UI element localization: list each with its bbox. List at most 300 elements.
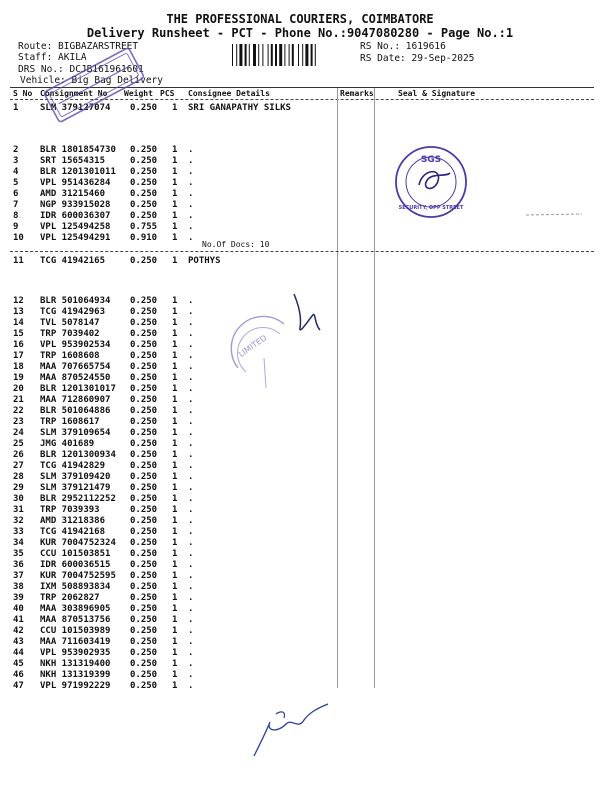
table-row (0, 670, 600, 681)
row-consignee: . (188, 494, 194, 504)
row-sno: 32 (13, 516, 24, 526)
row-consignment-no: BLR 1201301017 (40, 384, 116, 394)
table-row (0, 560, 600, 571)
row-weight: 0.250 (130, 472, 158, 482)
table-row (0, 211, 600, 222)
row-consignee: . (188, 505, 194, 515)
row-pcs: 1 (172, 178, 178, 188)
row-pcs: 1 (172, 296, 178, 306)
row-weight: 0.250 (130, 103, 158, 113)
row-sno: 40 (13, 604, 24, 614)
faint-mark (526, 211, 582, 219)
row-sno: 14 (13, 318, 24, 328)
row-sno: 23 (13, 417, 24, 427)
row-consignment-no: JMG 401689 (40, 439, 95, 449)
row-consignment-no: BLR 1201301011 (40, 167, 116, 177)
row-pcs: 1 (172, 593, 178, 603)
row-sno: 39 (13, 593, 24, 603)
row-pcs: 1 (172, 472, 178, 482)
col-signature: Seal & Signature (398, 89, 476, 98)
table-row (0, 395, 600, 406)
row-weight: 0.910 (130, 233, 158, 243)
rs-date: RS Date: 29-Sep-2025 (360, 53, 475, 64)
row-consignee: . (188, 318, 194, 328)
row-consignment-no: TRP 7039393 (40, 505, 100, 515)
table-row (0, 222, 600, 233)
row-sno: 46 (13, 670, 24, 680)
table-row (0, 472, 600, 483)
row-sno: 19 (13, 373, 24, 383)
row-weight: 0.250 (130, 560, 158, 570)
row-pcs: 1 (172, 560, 178, 570)
table-row (0, 156, 600, 167)
row-pcs: 1 (172, 582, 178, 592)
rs-number: RS No.: 1619616 (360, 41, 446, 52)
row-consignee: . (188, 395, 194, 405)
row-consignee: . (188, 189, 194, 199)
row-sno: 38 (13, 582, 24, 592)
row-weight: 0.250 (130, 582, 158, 592)
table-row (0, 615, 600, 626)
row-consignment-no: BLR 1801854730 (40, 145, 116, 155)
col-sno: S No (13, 89, 33, 98)
row-pcs: 1 (172, 516, 178, 526)
row-sno: 20 (13, 384, 24, 394)
row-sno: 44 (13, 648, 24, 658)
row-consignee: . (188, 461, 194, 471)
barcode-bar (284, 44, 285, 66)
row-consignment-no: MAA 711603419 (40, 637, 111, 647)
barcode-bar (271, 44, 273, 66)
row-pcs: 1 (172, 103, 178, 113)
vehicle-label: Vehicle: Big Bag Delivery (20, 75, 163, 86)
row-consignment-no: MAA 712860907 (40, 395, 111, 405)
row-sno: 2 (13, 145, 19, 155)
row-consignment-no: MAA 303896905 (40, 604, 111, 614)
barcode-bar (302, 44, 303, 66)
row-weight: 0.250 (130, 494, 158, 504)
row-sno: 45 (13, 659, 24, 669)
row-sno: 21 (13, 395, 24, 405)
row-consignment-no: TCG 41942963 (40, 307, 106, 317)
row-sno: 33 (13, 527, 24, 537)
table-row (0, 549, 600, 560)
row-pcs: 1 (172, 318, 178, 328)
row-sno: 27 (13, 461, 24, 471)
barcode-bar (268, 44, 269, 66)
row-sno: 13 (13, 307, 24, 317)
row-consignee: . (188, 593, 194, 603)
drs-number: DRS No.: DCJB161961601 (18, 64, 144, 75)
barcode-bar (232, 44, 233, 66)
row-consignment-no: TVL 5078147 (40, 318, 100, 328)
row-consignee: . (188, 516, 194, 526)
row-consignment-no: VPL 971992229 (40, 681, 111, 691)
row-weight: 0.250 (130, 211, 158, 221)
row-consignment-no: BLR 2952112252 (40, 494, 116, 504)
table-row (0, 483, 600, 494)
col-consignee: Consignee Details (188, 89, 270, 98)
table-row (0, 439, 600, 450)
table-row (0, 406, 600, 417)
row-consignee: . (188, 200, 194, 210)
barcode-bar (289, 44, 290, 66)
row-pcs: 1 (172, 167, 178, 177)
row-consignee: . (188, 145, 194, 155)
row-consignee: POTHYS (188, 256, 221, 266)
row-sno: 3 (13, 156, 19, 166)
barcode-bar (305, 44, 308, 66)
row-pcs: 1 (172, 417, 178, 427)
row-pcs: 1 (172, 549, 178, 559)
row-consignee: . (188, 428, 194, 438)
row-consignee: . (188, 178, 194, 188)
row-pcs: 1 (172, 670, 178, 680)
row-consignment-no: SLM 379127074 (40, 103, 111, 113)
row-pcs: 1 (172, 351, 178, 361)
row-sno: 30 (13, 494, 24, 504)
row-consignee: . (188, 373, 194, 383)
row-pcs: 1 (172, 189, 178, 199)
row-weight: 0.755 (130, 222, 158, 232)
row-weight: 0.250 (130, 256, 158, 266)
row-sno: 12 (13, 296, 24, 306)
row-sno: 36 (13, 560, 24, 570)
table-row (0, 145, 600, 156)
row-pcs: 1 (172, 538, 178, 548)
row-consignee: . (188, 538, 194, 548)
row-pcs: 1 (172, 450, 178, 460)
seal-top-text: SGS (420, 155, 442, 165)
row-consignment-no: VPL 953902935 (40, 648, 111, 658)
row-consignment-no: TCG 41942165 (40, 256, 106, 266)
row-sno: 34 (13, 538, 24, 548)
row-sno: 11 (13, 256, 24, 266)
row-consignee: . (188, 167, 194, 177)
barcode-bar (292, 44, 294, 66)
table-row (0, 626, 600, 637)
row-sno: 35 (13, 549, 24, 559)
row-pcs: 1 (172, 604, 178, 614)
col-pcs: PCS (160, 89, 175, 98)
row-weight: 0.250 (130, 637, 158, 647)
barcode-bar (249, 44, 250, 66)
row-consignment-no: MAA 870513756 (40, 615, 111, 625)
barcode-bar (236, 44, 237, 66)
row-pcs: 1 (172, 626, 178, 636)
row-consignee: . (188, 406, 194, 416)
table-row (0, 527, 600, 538)
col-weight: Weight (124, 89, 153, 98)
row-weight: 0.250 (130, 439, 158, 449)
row-sno: 26 (13, 450, 24, 460)
table-row (0, 494, 600, 505)
row-consignee: . (188, 384, 194, 394)
row-consignee: . (188, 417, 194, 427)
row-pcs: 1 (172, 384, 178, 394)
row-consignee: . (188, 571, 194, 581)
row-weight: 0.250 (130, 189, 158, 199)
row-pcs: 1 (172, 340, 178, 350)
company-seal (392, 143, 470, 221)
row-consignee: . (188, 340, 194, 350)
row-sno: 31 (13, 505, 24, 515)
table-row (0, 681, 600, 692)
row-consignee: . (188, 450, 194, 460)
row-consignment-no: TRP 7039402 (40, 329, 100, 339)
row-consignee: . (188, 681, 194, 691)
row-consignment-no: NKH 131319400 (40, 659, 111, 669)
row-pcs: 1 (172, 461, 178, 471)
row-consignment-no: BLR 501064934 (40, 296, 111, 306)
row-weight: 0.250 (130, 296, 158, 306)
row-weight: 0.250 (130, 505, 158, 515)
runsheet-subtitle: Delivery Runsheet - PCT - Phone No.:9047080280 - Page No.:1 (86, 26, 514, 40)
row-weight: 0.250 (130, 670, 158, 680)
row-consignment-no: CCU 101503851 (40, 549, 111, 559)
row-weight: 0.250 (130, 395, 158, 405)
table-row (0, 571, 600, 582)
row-weight: 0.250 (130, 318, 158, 328)
row-consignee: . (188, 222, 194, 232)
row-consignment-no: TRP 2062827 (40, 593, 100, 603)
barcode-bar (311, 44, 313, 66)
row-weight: 0.250 (130, 593, 158, 603)
row-sno: 6 (13, 189, 19, 199)
row-weight: 0.250 (130, 417, 158, 427)
table-row (0, 233, 600, 244)
table-row (0, 200, 600, 211)
row-weight: 0.250 (130, 681, 158, 691)
row-consignment-no: TCG 41942829 (40, 461, 106, 471)
row-consignment-no: KUR 7004752595 (40, 571, 116, 581)
row-weight: 0.250 (130, 549, 158, 559)
table-row (0, 637, 600, 648)
row-consignment-no: NKH 131319399 (40, 670, 111, 680)
row-sno: 22 (13, 406, 24, 416)
row-consignee: . (188, 549, 194, 559)
row-consignee: . (188, 156, 194, 166)
row-pcs: 1 (172, 659, 178, 669)
row-weight: 0.250 (130, 461, 158, 471)
row-weight: 0.250 (130, 307, 158, 317)
table-row (0, 450, 600, 461)
row-weight: 0.250 (130, 156, 158, 166)
barcode-bar (245, 44, 247, 66)
row-sno: 18 (13, 362, 24, 372)
row-consignee: . (188, 211, 194, 221)
row-pcs: 1 (172, 439, 178, 449)
bottom-signature (246, 700, 342, 760)
row-consignment-no: MAA 870524550 (40, 373, 111, 383)
row-pcs: 1 (172, 505, 178, 515)
row-consignment-no: SRT 15654315 (40, 156, 106, 166)
row-consignee: . (188, 648, 194, 658)
row-consignee: . (188, 626, 194, 636)
row-consignee: . (188, 604, 194, 614)
row-pcs: 1 (172, 200, 178, 210)
row-consignee: . (188, 483, 194, 493)
row-weight: 0.250 (130, 351, 158, 361)
row-sno: 42 (13, 626, 24, 636)
table-row (0, 178, 600, 189)
row-pcs: 1 (172, 483, 178, 493)
row-sno: 41 (13, 615, 24, 625)
table-row (0, 582, 600, 593)
group-divider (10, 251, 594, 252)
table-row (0, 604, 600, 615)
barcode-bar (239, 44, 242, 66)
barcode-bar (262, 44, 263, 66)
row-consignee: . (188, 637, 194, 647)
row-consignment-no: SLM 379121479 (40, 483, 111, 493)
table-row (0, 538, 600, 549)
table-row (0, 189, 600, 200)
row-sno: 25 (13, 439, 24, 449)
row-sno: 24 (13, 428, 24, 438)
row-consignee: SRI GANAPATHY SILKS (188, 103, 291, 113)
row-weight: 0.250 (130, 538, 158, 548)
limited-stamp-text: LIMITED (236, 333, 269, 360)
barcode (232, 44, 356, 66)
row-pcs: 1 (172, 222, 178, 232)
seal-bottom-text: SECURITY, OPP STREET (398, 205, 464, 211)
row-consignment-no: VPL 951436284 (40, 178, 111, 188)
table-row (0, 256, 600, 267)
barcode-bar (258, 44, 259, 66)
row-consignee: . (188, 233, 194, 243)
row-consignment-no: SLM 379109654 (40, 428, 111, 438)
row-consignment-no: IDR 600036307 (40, 211, 111, 221)
row-pcs: 1 (172, 527, 178, 537)
row-weight: 0.250 (130, 527, 158, 537)
row-weight: 0.250 (130, 483, 158, 493)
row-consignment-no: BLR 501064886 (40, 406, 111, 416)
table-row (0, 167, 600, 178)
staff-label: Staff: AKILA (18, 52, 87, 63)
barcode-bar (298, 44, 299, 66)
row-sno: 8 (13, 211, 19, 221)
row-sno: 29 (13, 483, 24, 493)
row-consignment-no: KUR 7004752324 (40, 538, 116, 548)
row-consignee: . (188, 527, 194, 537)
row-sno: 1 (13, 103, 19, 113)
row-weight: 0.250 (130, 167, 158, 177)
row-pcs: 1 (172, 307, 178, 317)
row-pcs: 1 (172, 428, 178, 438)
row-pcs: 1 (172, 211, 178, 221)
row-consignee: . (188, 659, 194, 669)
company-title: THE PROFESSIONAL COURIERS, COIMBATORE (166, 12, 434, 26)
row-consignee: . (188, 472, 194, 482)
row-weight: 0.250 (130, 145, 158, 155)
row-pcs: 1 (172, 362, 178, 372)
row-consignee: . (188, 670, 194, 680)
row-weight: 0.250 (130, 615, 158, 625)
table-row (0, 417, 600, 428)
row-sno: 7 (13, 200, 19, 210)
received-stamp (24, 30, 164, 140)
row-consignee: . (188, 439, 194, 449)
row-weight: 0.250 (130, 373, 158, 383)
row-sno: 17 (13, 351, 24, 361)
row-consignment-no: MAA 707665754 (40, 362, 111, 372)
row-pcs: 1 (172, 681, 178, 691)
row-weight: 0.250 (130, 178, 158, 188)
row-consignee: . (188, 329, 194, 339)
row-pcs: 1 (172, 637, 178, 647)
barcode-bar (315, 44, 316, 66)
row-consignment-no: TCG 41942168 (40, 527, 106, 537)
row-weight: 0.250 (130, 516, 158, 526)
row-sno: 16 (13, 340, 24, 350)
row-consignment-no: CCU 101503989 (40, 626, 111, 636)
row-weight: 0.250 (130, 406, 158, 416)
row-sno: 37 (13, 571, 24, 581)
row-pcs: 1 (172, 145, 178, 155)
row-pcs: 1 (172, 406, 178, 416)
row-weight: 0.250 (130, 648, 158, 658)
row-consignee: . (188, 362, 194, 372)
row-consignee: . (188, 307, 194, 317)
row-weight: 0.250 (130, 659, 158, 669)
row-pcs: 1 (172, 494, 178, 504)
row-weight: 0.250 (130, 384, 158, 394)
row-consignee: . (188, 351, 194, 361)
row-consignee: . (188, 560, 194, 570)
table-row (0, 648, 600, 659)
row-weight: 0.250 (130, 450, 158, 460)
table-row (0, 516, 600, 527)
row-sno: 28 (13, 472, 24, 482)
row-weight: 0.250 (130, 200, 158, 210)
row-consignment-no: TRP 1608608 (40, 351, 100, 361)
row-sno: 4 (13, 167, 19, 177)
row-pcs: 1 (172, 395, 178, 405)
row-weight: 0.250 (130, 329, 158, 339)
row-weight: 0.250 (130, 571, 158, 581)
row-consignee: . (188, 615, 194, 625)
row-pcs: 1 (172, 373, 178, 383)
row-consignment-no: IDR 600036515 (40, 560, 111, 570)
row-consignment-no: VPL 125494258 (40, 222, 111, 232)
row-consignment-no: SLM 379109420 (40, 472, 111, 482)
row-consignment-no: TRP 1608617 (40, 417, 100, 427)
row-consignment-no: AMD 31215460 (40, 189, 106, 199)
table-row (0, 505, 600, 516)
row-consignment-no: AMD 31218386 (40, 516, 106, 526)
barcode-bar (253, 44, 256, 66)
col-consignment: Consignment No (40, 89, 108, 98)
row-weight: 0.250 (130, 340, 158, 350)
row-pcs: 1 (172, 329, 178, 339)
row-weight: 0.250 (130, 362, 158, 372)
row-consignee: . (188, 582, 194, 592)
row-consignment-no: VPL 953902534 (40, 340, 111, 350)
row-pcs: 1 (172, 256, 178, 266)
row-sno: 47 (13, 681, 24, 691)
table-row (0, 659, 600, 670)
row-pcs: 1 (172, 571, 178, 581)
table-row (0, 428, 600, 439)
row-pcs: 1 (172, 156, 178, 166)
table-row (0, 593, 600, 604)
row-weight: 0.250 (130, 626, 158, 636)
barcode-bar (275, 44, 277, 66)
row-consignment-no: NGP 933915028 (40, 200, 111, 210)
row-weight: 0.250 (130, 428, 158, 438)
row-sno: 15 (13, 329, 24, 339)
